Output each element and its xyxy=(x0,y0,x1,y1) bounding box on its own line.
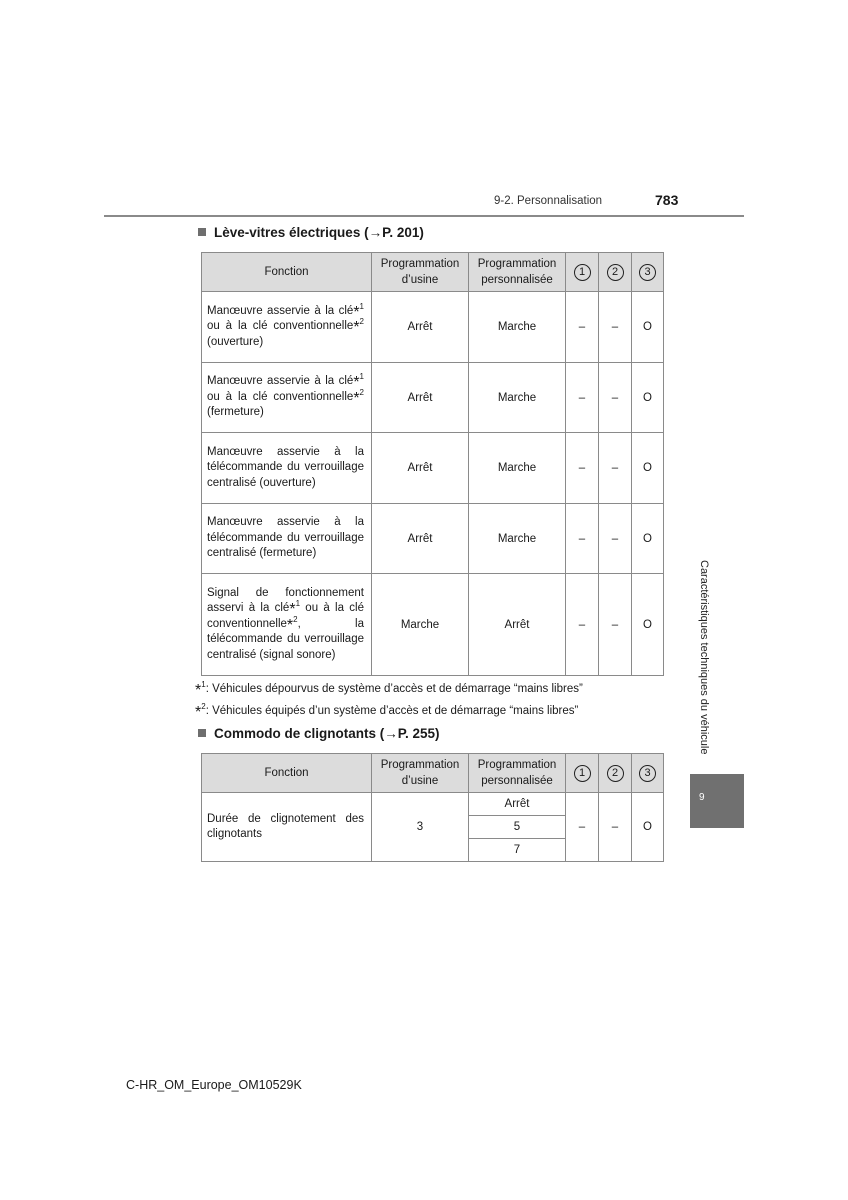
col-header-usine: Programmation d’usine xyxy=(372,253,469,292)
col-header-1 xyxy=(566,253,599,292)
document-code: C-HR_OM_Europe_OM10529K xyxy=(126,1078,302,1092)
page-number: 783 xyxy=(655,192,679,208)
col-header-usine: Programmation d’usine xyxy=(372,754,469,793)
col-header-fonction: Fonction xyxy=(202,754,372,793)
circled-number-icon: 3 xyxy=(639,264,656,281)
usine-cell: 3 xyxy=(372,793,469,862)
perso-cell: Marche xyxy=(469,363,566,433)
col2-cell: – xyxy=(599,793,632,862)
chapter-side-label: Caractéristiques techniques du véhicule xyxy=(698,560,710,755)
table-row xyxy=(202,574,664,676)
header-rule xyxy=(104,215,744,217)
function-cell: Signal de fonctionnement asservi à la clé*$^1$ ou à la clé conventionnelle*$^2$, la télécommande du verrouillage centralisé (signal sonore) xyxy=(202,574,372,676)
col3-cell: O xyxy=(632,292,664,363)
table-row xyxy=(202,433,664,504)
footnote-2: *$^2$: Véhicules équipés d’un système d’accès et de démarrage “mains libres” xyxy=(195,702,579,721)
table-header-row xyxy=(202,253,664,292)
usine-cell: Marche xyxy=(372,574,469,676)
perso-cell: Arrêt xyxy=(469,574,566,676)
usine-cell: Arrêt xyxy=(372,363,469,433)
col-header-3 xyxy=(632,253,664,292)
table-row xyxy=(202,504,664,574)
col2-cell: – xyxy=(599,504,632,574)
function-cell: Durée de clignotement des clignotants xyxy=(202,793,372,862)
table-row xyxy=(202,292,664,363)
col3-cell: O xyxy=(632,363,664,433)
footnote-1: *$^1$: Véhicules dépourvus de système d’accès et de démarrage “mains libres” xyxy=(195,680,583,699)
col-header-3 xyxy=(632,754,664,793)
table-header-row xyxy=(202,754,664,793)
col2-cell: – xyxy=(599,292,632,363)
perso-cell: Marche xyxy=(469,292,566,363)
col-header-perso: Programmation personnalisée xyxy=(469,253,566,292)
section-header: 9-2. Personnalisation xyxy=(494,195,603,207)
col1-cell: – xyxy=(566,292,599,363)
chapter-tab-number: 9 xyxy=(699,792,705,803)
usine-cell: Arrêt xyxy=(372,433,469,504)
col2-cell: – xyxy=(599,363,632,433)
function-cell: Manœuvre asservie à la clé*$^1$ ou à la clé conventionnelle*$^2$ (fermeture) xyxy=(202,363,372,433)
perso-cell: Marche xyxy=(469,433,566,504)
perso-option-cell: 5 xyxy=(469,816,566,839)
col1-cell: – xyxy=(566,363,599,433)
col2-cell: – xyxy=(599,574,632,676)
circled-number-icon: 2 xyxy=(607,765,624,782)
col-header-2 xyxy=(599,754,632,793)
col3-cell: O xyxy=(632,504,664,574)
col-header-2 xyxy=(599,253,632,292)
square-bullet-icon xyxy=(198,228,206,236)
chapter-tab xyxy=(690,774,744,828)
turn-signal-table xyxy=(201,753,664,862)
col-header-1 xyxy=(566,754,599,793)
col1-cell: – xyxy=(566,433,599,504)
col2-cell: – xyxy=(599,433,632,504)
col3-cell: O xyxy=(632,574,664,676)
col1-cell: – xyxy=(566,793,599,862)
function-cell: Manœuvre asservie à la clé*$^1$ ou à la clé conventionnelle*$^2$ (ouverture) xyxy=(202,292,372,363)
section-heading-power-windows xyxy=(198,225,424,240)
circled-number-icon: 2 xyxy=(607,264,624,281)
table-row xyxy=(202,363,664,433)
section-title: Lève-vitres électriques (→P. 201) xyxy=(214,225,424,240)
circled-number-icon: 3 xyxy=(639,765,656,782)
function-cell: Manœuvre asservie à la télécommande du verrouillage centralisé (ouverture) xyxy=(202,433,372,504)
usine-cell: Arrêt xyxy=(372,504,469,574)
function-cell: Manœuvre asservie à la télécommande du verrouillage centralisé (fermeture) xyxy=(202,504,372,574)
usine-cell: Arrêt xyxy=(372,292,469,363)
power-windows-table xyxy=(201,252,664,676)
table-row xyxy=(202,793,664,816)
section-title: Commodo de clignotants (→P. 255) xyxy=(214,726,440,741)
perso-cell: Marche xyxy=(469,504,566,574)
perso-option-cell: 7 xyxy=(469,839,566,862)
perso-option-cell: Arrêt xyxy=(469,793,566,816)
col-header-perso: Programmation personnalisée xyxy=(469,754,566,793)
square-bullet-icon xyxy=(198,729,206,737)
col-header-fonction: Fonction xyxy=(202,253,372,292)
col1-cell: – xyxy=(566,574,599,676)
circled-number-icon: 1 xyxy=(574,765,591,782)
col3-cell: O xyxy=(632,793,664,862)
col3-cell: O xyxy=(632,433,664,504)
circled-number-icon: 1 xyxy=(574,264,591,281)
section-heading-turn-signals xyxy=(198,726,440,741)
col1-cell: – xyxy=(566,504,599,574)
